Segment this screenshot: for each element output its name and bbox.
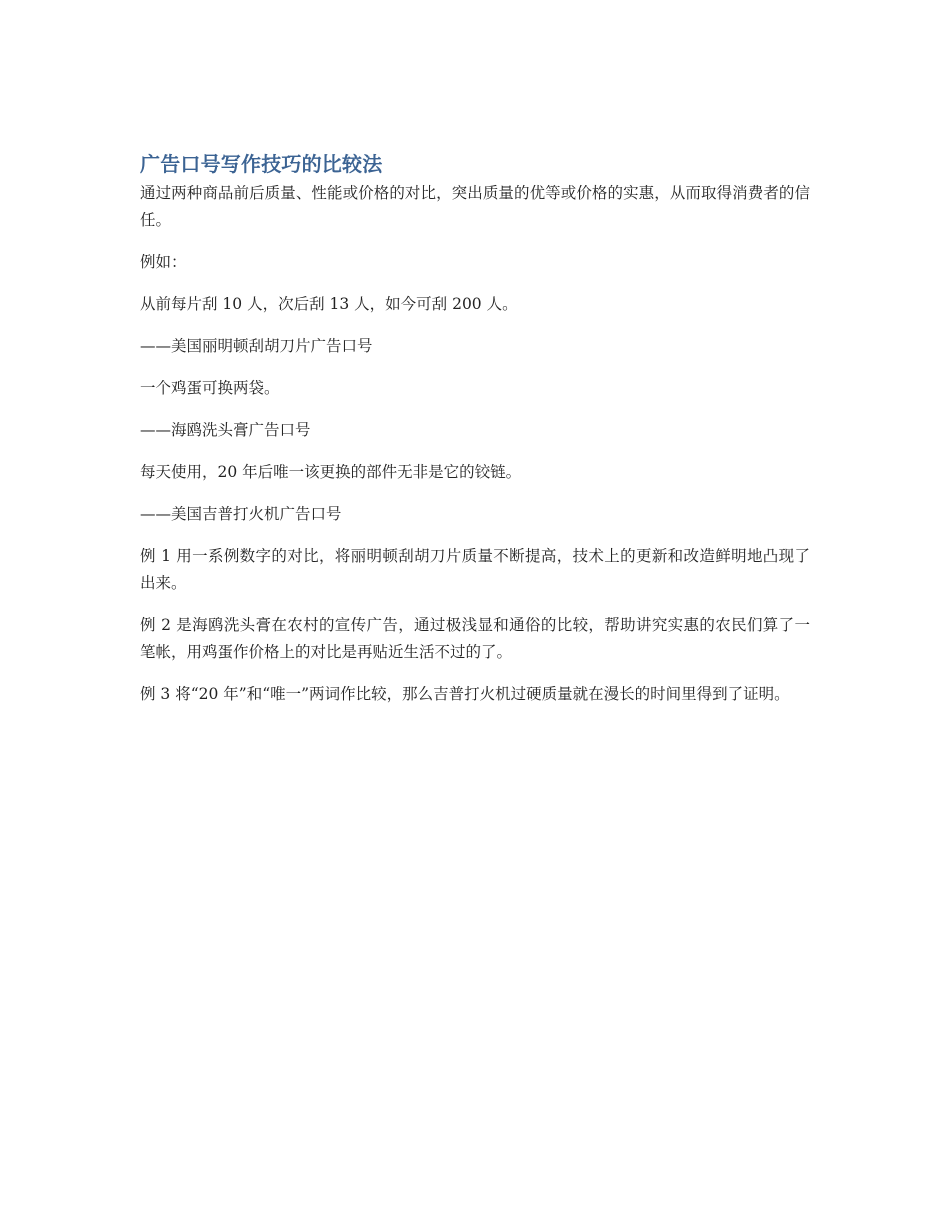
document-page bbox=[140, 148, 810, 723]
paragraph-analysis-2: 例 2 是海鸥洗头膏在农村的宣传广告，通过极浅显和通俗的比较，帮助讲究实惠的农民们算了一笔帐，用鸡蛋作价格上的对比是再贴近生活不过的了。 bbox=[140, 616, 810, 661]
paragraph-analysis-1: 例 1 用一系例数字的对比，将丽明顿刮胡刀片质量不断提高，技术上的更新和改造鲜明地凸现了出来。 bbox=[140, 547, 810, 592]
paragraph-slogan-1: 从前每片刮 10 人，次后刮 13 人，如今可刮 200 人。 bbox=[140, 295, 518, 313]
paragraph-source-2: ——海鸥洗头膏广告口号 bbox=[140, 421, 311, 439]
paragraph-slogan-2: 一个鸡蛋可换两袋。 bbox=[140, 379, 280, 397]
paragraph-source-3: ——美国吉普打火机广告口号 bbox=[140, 505, 342, 523]
document-title: 广告口号写作技巧的比较法 bbox=[140, 152, 383, 176]
paragraph-intro: 通过两种商品前后质量、性能或价格的对比，突出质量的优等或价格的实惠，从而取得消费者的信任。 bbox=[140, 184, 810, 229]
paragraph-slogan-3: 每天使用，20 年后唯一该更换的部件无非是它的铰链。 bbox=[140, 463, 522, 481]
paragraph-example-label: 例如： bbox=[140, 253, 187, 271]
paragraph-analysis-3: 例 3 将“20 年”和“唯一”两词作比较，那么吉普打火机过硬质量就在漫长的时间里得到了证明。 bbox=[140, 685, 790, 703]
paragraph-source-1: ——美国丽明顿刮胡刀片广告口号 bbox=[140, 337, 373, 355]
